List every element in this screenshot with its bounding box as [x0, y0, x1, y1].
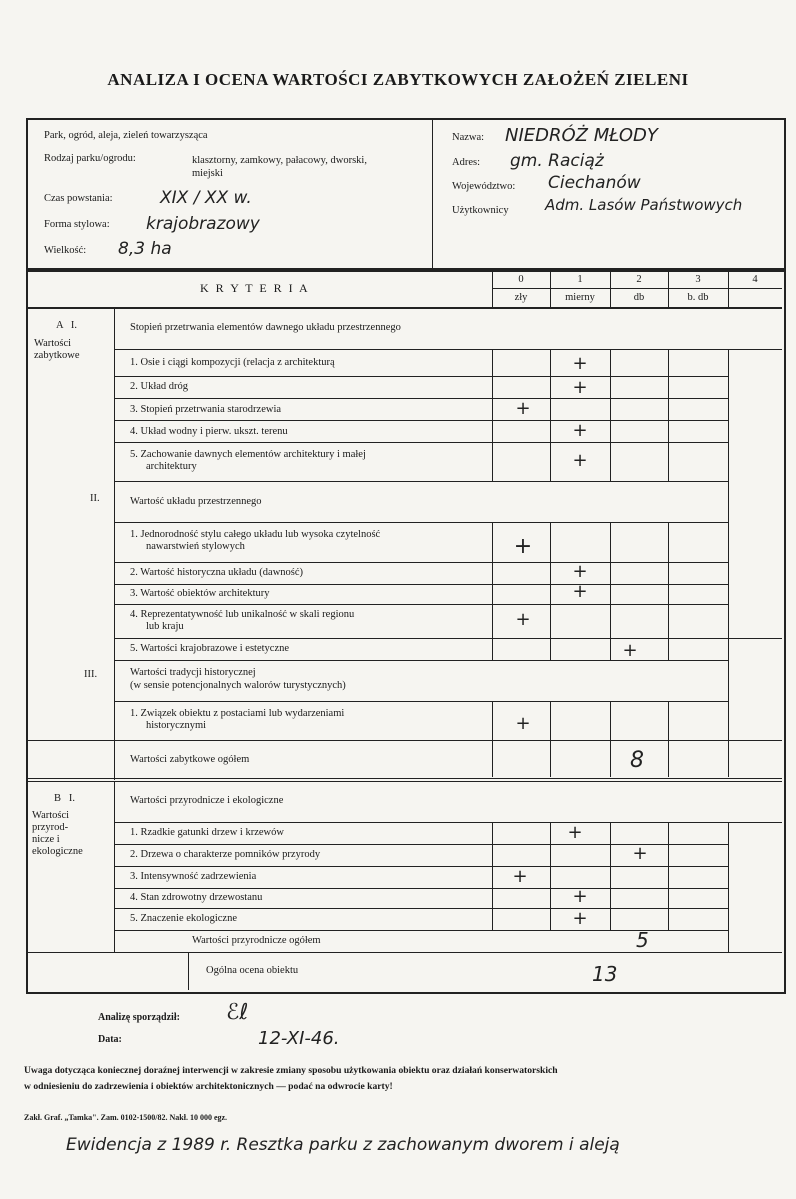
group-a2: Wartość układu przestrzennego	[130, 496, 262, 507]
mark-a1-5: +	[572, 450, 588, 471]
note-line-2: w odniesieniu do zadrzewienia i obiektów architektonicznych — podać na odwrocie karty!	[24, 1081, 393, 1092]
mark-a1-4: +	[572, 420, 588, 441]
row-b1-3: 3. Intensywność zadrzewienia	[130, 871, 257, 882]
mark-b1-1: +	[567, 822, 583, 843]
mark-b1-4: +	[572, 886, 588, 907]
total-a-label: Wartości zabytkowe ogółem	[130, 754, 250, 765]
group-a3b: (w sensie potencjonalnych walorów turystycznych)	[130, 680, 346, 691]
group-a1: Stopień przetrwania elementów dawnego układu przestrzennego	[130, 322, 401, 333]
signature: ℰℓ	[226, 1000, 249, 1025]
section-a-roman-3: III.	[84, 669, 98, 680]
row-a1-3: 3. Stopień przetrwania starodrzewia	[130, 404, 282, 415]
col-0-name: zły	[514, 292, 528, 303]
col-1-num: 1	[577, 274, 583, 285]
col-3-name: b. db	[687, 292, 709, 303]
forma-label: Forma stylowa:	[44, 219, 110, 230]
col-0-num: 0	[518, 274, 524, 285]
col-1-name: mierny	[565, 292, 595, 303]
wielkosc-label: Wielkość:	[44, 245, 87, 256]
mark-b1-3: +	[512, 866, 528, 887]
row-a2-2: 2. Wartość historyczna układu (dawność)	[130, 567, 304, 578]
nazwa-label: Nazwa:	[452, 132, 485, 143]
section-a-sub: Wartości zabytkowe	[34, 338, 80, 361]
group-b1: Wartości przyrodnicze i ekologiczne	[130, 795, 284, 806]
uzytkownicy-value: Adm. Lasów Państwowych	[545, 196, 743, 214]
hand-note: Ewidencja z 1989 r. Resztka parku z zachowanym dworem i aleją	[66, 1135, 620, 1155]
adres-value: gm. Raciąż	[510, 151, 604, 171]
rodzaj-options-2: miejski	[192, 168, 223, 179]
uzytkownicy-label: Użytkownicy	[452, 205, 509, 216]
print-info: Zakł. Graf. „Tamka". Zam. 0102-1500/82. Nakł. 10 000 egz.	[24, 1113, 228, 1122]
row-a2-3: 3. Wartość obiektów architektury	[130, 588, 270, 599]
row-a1-4: 4. Układ wodny i pierw. ukszt. terenu	[130, 426, 288, 437]
mark-a3-1: +	[515, 713, 531, 734]
row-a2-1b: nawarstwień stylowych	[146, 541, 245, 552]
row-b1-1: 1. Rzadkie gatunki drzew i krzewów	[130, 827, 284, 838]
section-b-label: B I.	[54, 793, 75, 804]
row-b1-4: 4. Stan zdrowotny drzewostanu	[130, 892, 263, 903]
section-a-label: A I.	[56, 320, 77, 331]
mark-a2-1: +	[513, 534, 533, 559]
wojewodztwo-label: Województwo:	[452, 181, 516, 192]
czas-value: XIX / XX w.	[160, 188, 252, 208]
col-3-num: 3	[695, 274, 701, 285]
mark-b1-5: +	[572, 908, 588, 929]
section-a-roman-2: II.	[90, 493, 100, 504]
row-b1-5: 5. Znaczenie ekologiczne	[130, 913, 237, 924]
overall-value: 13	[592, 962, 618, 986]
park-label: Park, ogród, aleja, zieleń towarzysząca	[44, 130, 208, 141]
wojewodztwo-value: Ciechanów	[548, 173, 641, 193]
note-line-1: Uwaga dotycząca koniecznej doraźnej interwencji w zakresie zmiany sposobu użytkowania obiektu oraz działań konserwatorskich	[24, 1065, 558, 1076]
mark-a2-5: +	[622, 640, 638, 661]
row-a2-4a: 4. Reprezentatywność lub unikalność w skali regionu	[130, 609, 355, 620]
analize-label: Analizę sporządził:	[98, 1012, 180, 1023]
total-a-value: 8	[630, 748, 644, 773]
row-a2-4b: lub kraju	[146, 621, 184, 632]
mark-b1-2: +	[632, 843, 648, 864]
mark-a1-1: +	[572, 353, 588, 374]
section-b-sub: Wartości przyrod- nicze i ekologiczne	[32, 810, 83, 857]
criteria-title: K R Y T E R I A	[200, 281, 310, 295]
total-b-value: 5	[636, 928, 649, 952]
page-title: ANALIZA I OCENA WARTOŚCI ZABYTKOWYCH ZAŁOŻEŃ ZIELENI	[107, 70, 689, 89]
nazwa-value: NIEDRÓŻ MŁODY	[505, 125, 658, 146]
col-4-num: 4	[752, 274, 758, 285]
mark-a2-2: +	[572, 561, 588, 582]
data-value: 12-XI-46.	[258, 1028, 340, 1049]
col-2-num: 2	[636, 274, 642, 285]
overall-label: Ogólna ocena obiektu	[206, 965, 299, 976]
mark-a1-2: +	[572, 377, 588, 398]
row-a2-1a: 1. Jednorodność stylu całego układu lub wysoka czytelność	[130, 529, 381, 540]
group-a3a: Wartości tradycji historycznej	[130, 667, 256, 678]
forma-value: krajobrazowy	[146, 214, 260, 234]
rodzaj-label: Rodzaj parku/ogrodu:	[44, 153, 136, 164]
mark-a2-4: +	[515, 609, 531, 630]
row-a2-5: 5. Wartości krajobrazowe i estetyczne	[130, 643, 290, 654]
data-label: Data:	[98, 1034, 122, 1045]
row-a3-1b: historycznymi	[146, 720, 207, 731]
row-a1-5a: 5. Zachowanie dawnych elementów architektury i małej	[130, 449, 366, 460]
adres-label: Adres:	[452, 157, 480, 168]
row-a1-1: 1. Osie i ciągi kompozycji (relacja z architekturą	[130, 357, 335, 368]
czas-label: Czas powstania:	[44, 193, 113, 204]
col-2-name: db	[633, 292, 645, 303]
row-a1-5b: architektury	[146, 461, 197, 472]
rodzaj-options: klasztorny, zamkowy, pałacowy, dworski,	[192, 155, 367, 166]
wielkosc-value: 8,3 ha	[118, 239, 172, 259]
mark-a1-3: +	[515, 398, 531, 419]
total-b-label: Wartości przyrodnicze ogółem	[192, 935, 321, 946]
row-a1-2: 2. Układ dróg	[130, 381, 189, 392]
row-a3-1a: 1. Związek obiektu z postaciami lub wydarzeniami	[130, 708, 345, 719]
row-b1-2: 2. Drzewa o charakterze pomników przyrody	[130, 849, 321, 860]
mark-a2-3: +	[572, 581, 588, 602]
